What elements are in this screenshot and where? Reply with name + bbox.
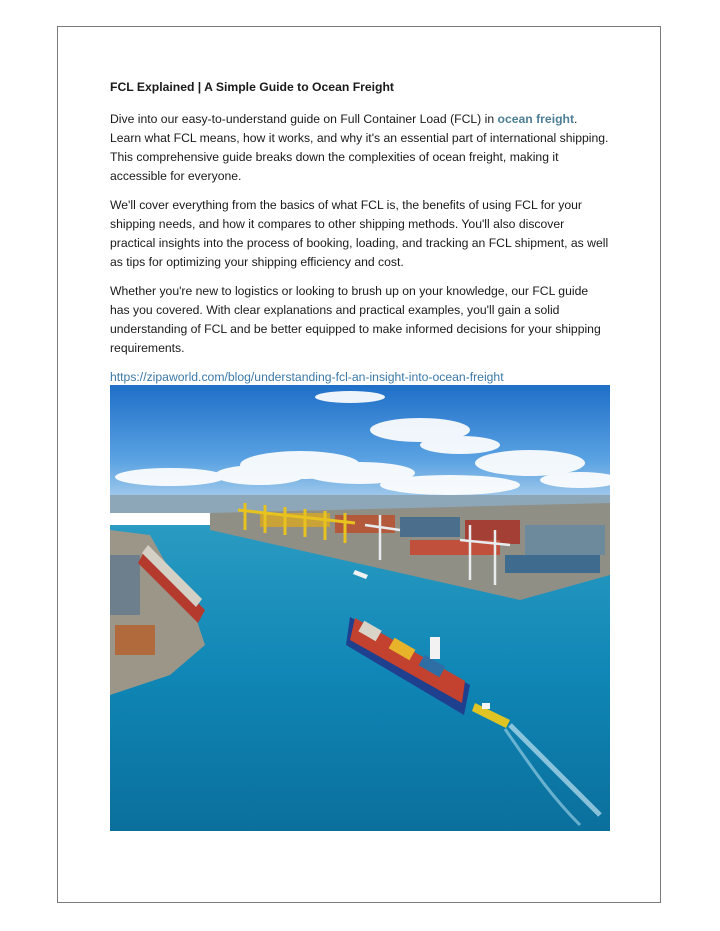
- port-aerial-photo: [110, 385, 610, 831]
- closing-paragraph: Whether you're new to logistics or looking to brush up on your knowledge, our FCL guide has you covered. With clear explanations and practical examples, you'll gain a solid understanding of FCL and be better equipped to make informed decisions for your shipping requirements.: [110, 284, 601, 355]
- document-title: FCL Explained | A Simple Guide to Ocean Freight: [110, 80, 394, 94]
- intro-text-after: . Learn what FCL means, how it works, and why it's an essential part of international shipping. This comprehensive guide breaks down the complexities of ocean freight, making it accessible for everyone.: [110, 112, 609, 183]
- intro-text-before: Dive into our easy-to-understand guide on Full Container Load (FCL) in: [110, 112, 498, 126]
- ocean-freight-link[interactable]: ocean freight: [497, 112, 575, 126]
- document-page: [57, 26, 661, 903]
- intro-paragraph: [110, 110, 610, 186]
- coverage-paragraph: We'll cover everything from the basics of what FCL is, the benefits of using FCL for your shipping needs, and how it compares to other shipping methods. You'll also discover practical insights into the process of booking, loading, and tracking an FCL shipment, as well as tips for optimizing your shipping efficiency and cost.: [110, 198, 609, 269]
- document-content: [110, 79, 610, 397]
- source-url-link[interactable]: https://zipaworld.com/blog/understanding-fcl-an-insight-into-ocean-freight: [110, 370, 504, 384]
